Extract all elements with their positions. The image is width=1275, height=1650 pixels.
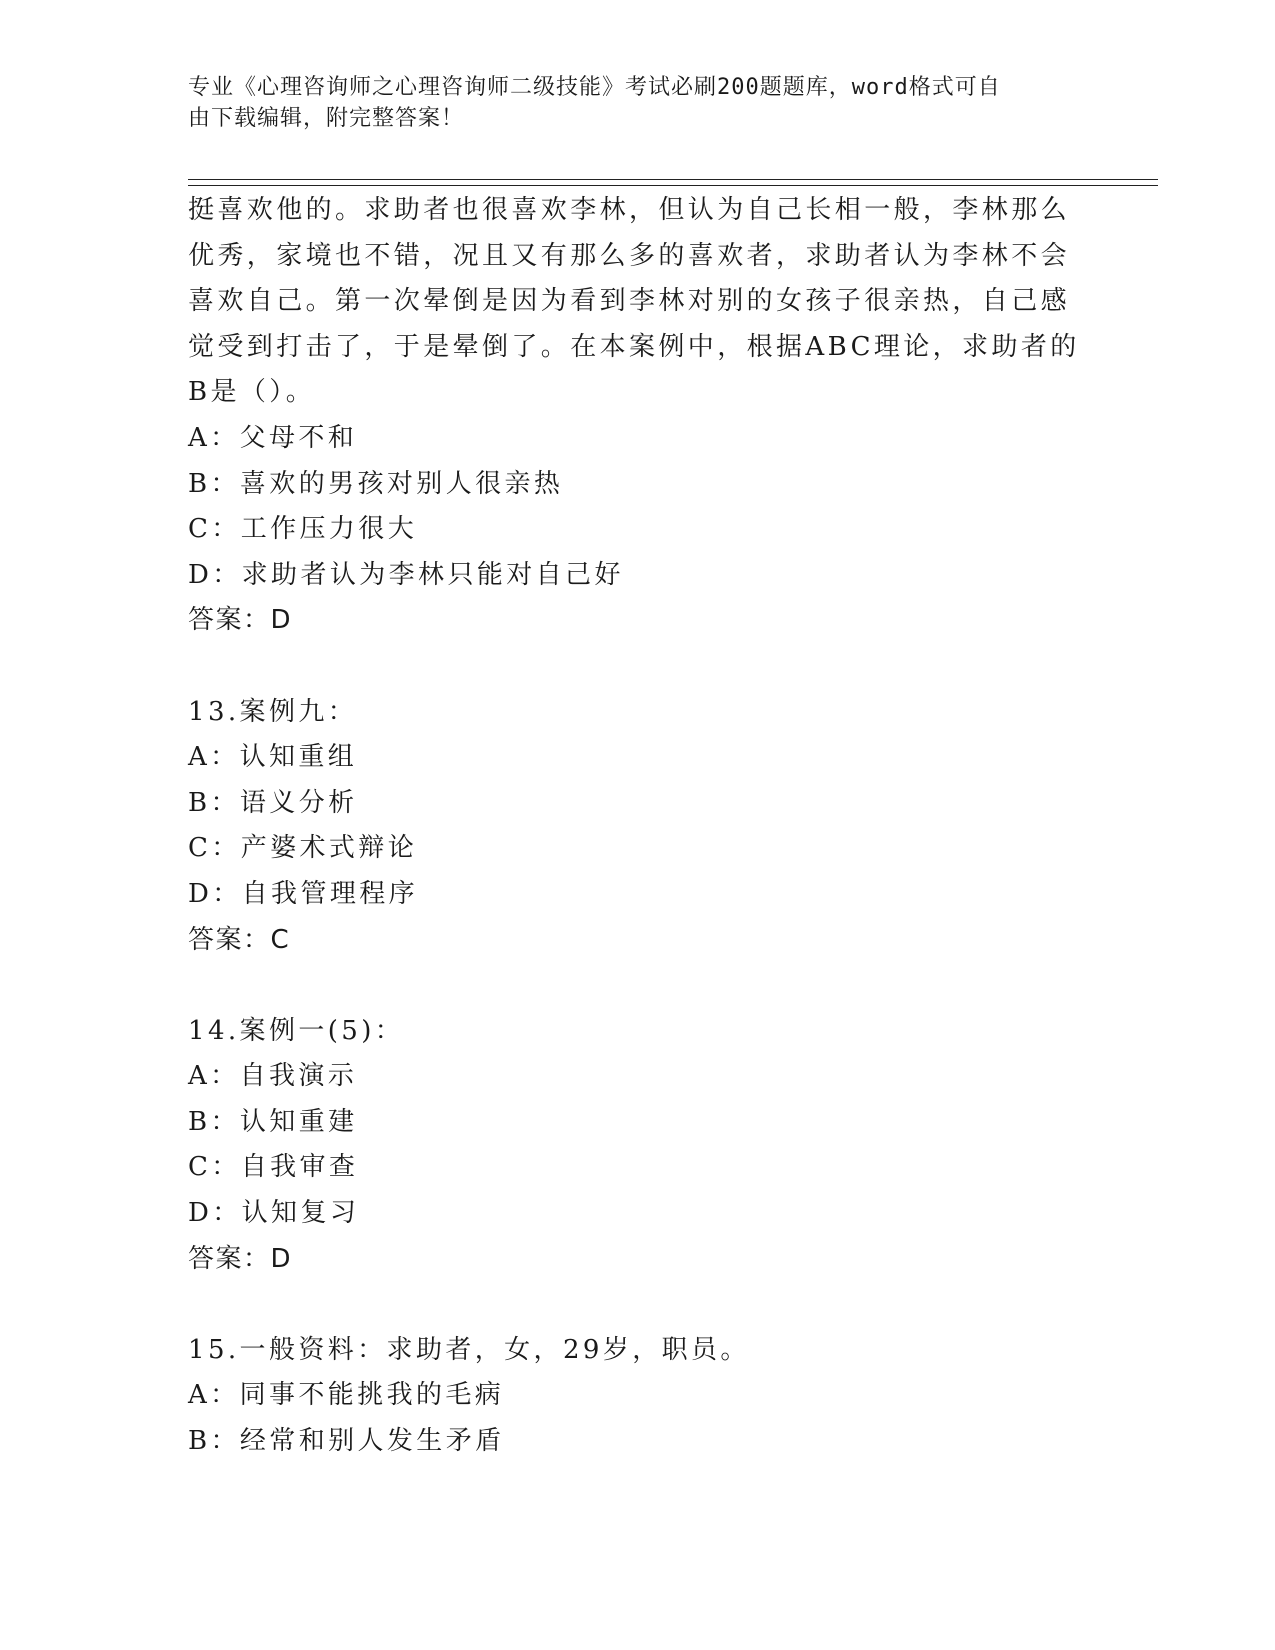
- header-line-1: 专业《心理咨询师之心理咨询师二级技能》考试必刷200题题库，word格式可自: [188, 75, 1001, 100]
- question-content: [188, 188, 1080, 1465]
- answer-line: 答案：D: [188, 605, 293, 636]
- document-header: [188, 72, 1068, 134]
- spacer: [188, 963, 1068, 1009]
- option-a: A：认知重组: [188, 742, 358, 773]
- option-d: D：求助者认为李林只能对自己好: [188, 559, 624, 590]
- question-15: [188, 1328, 1068, 1465]
- question-stem-line: 优秀，家境也不错，况且又有那么多的喜欢者，求助者认为李林不会: [188, 240, 1071, 271]
- spacer: [188, 644, 1068, 690]
- option-d: D：认知复习: [188, 1198, 360, 1229]
- spacer: [188, 1282, 1068, 1328]
- header-divider-top: [188, 179, 1158, 180]
- option-d: D：自我管理程序: [188, 878, 419, 909]
- question-stem: 14.案例一(5)：: [188, 1015, 405, 1046]
- question-stem-line: B是（）。: [188, 377, 316, 408]
- question-13: [188, 690, 1068, 964]
- option-b: B：经常和别人发生矛盾: [188, 1426, 505, 1457]
- question-stem-line: 挺喜欢他的。求助者也很喜欢李林，但认为自己长相一般，李林那么: [188, 195, 1071, 225]
- option-b: B：认知重建: [188, 1106, 358, 1137]
- option-c: C：工作压力很大: [188, 514, 418, 545]
- question-12: [188, 188, 1080, 644]
- option-b: B：喜欢的男孩对别人很亲热: [188, 468, 564, 499]
- option-c: C：产婆术式辩论: [188, 833, 418, 864]
- option-a: A：同事不能挑我的毛病: [188, 1380, 505, 1411]
- header-line-2: 由下载编辑，附完整答案！: [188, 106, 465, 131]
- option-b: B：语义分析: [188, 787, 358, 818]
- header-divider-bottom: [188, 185, 1158, 186]
- answer-line: 答案：D: [188, 1243, 293, 1274]
- question-stem: 15.一般资料：求助者，女，29岁，职员。: [188, 1334, 750, 1365]
- question-stem-line: 觉受到打击了，于是晕倒了。在本案例中，根据ABC理论，求助者的: [188, 331, 1080, 362]
- option-c: C：自我审查: [188, 1152, 359, 1183]
- question-stem: 13.案例九：: [188, 696, 358, 727]
- question-stem-line: 喜欢自己。第一次晕倒是因为看到李林对别的女孩子很亲热，自己感: [188, 286, 1071, 317]
- option-a: A：自我演示: [188, 1061, 358, 1092]
- option-a: A：父母不和: [188, 422, 358, 453]
- answer-line: 答案：C: [188, 924, 291, 955]
- question-14: [188, 1009, 1068, 1283]
